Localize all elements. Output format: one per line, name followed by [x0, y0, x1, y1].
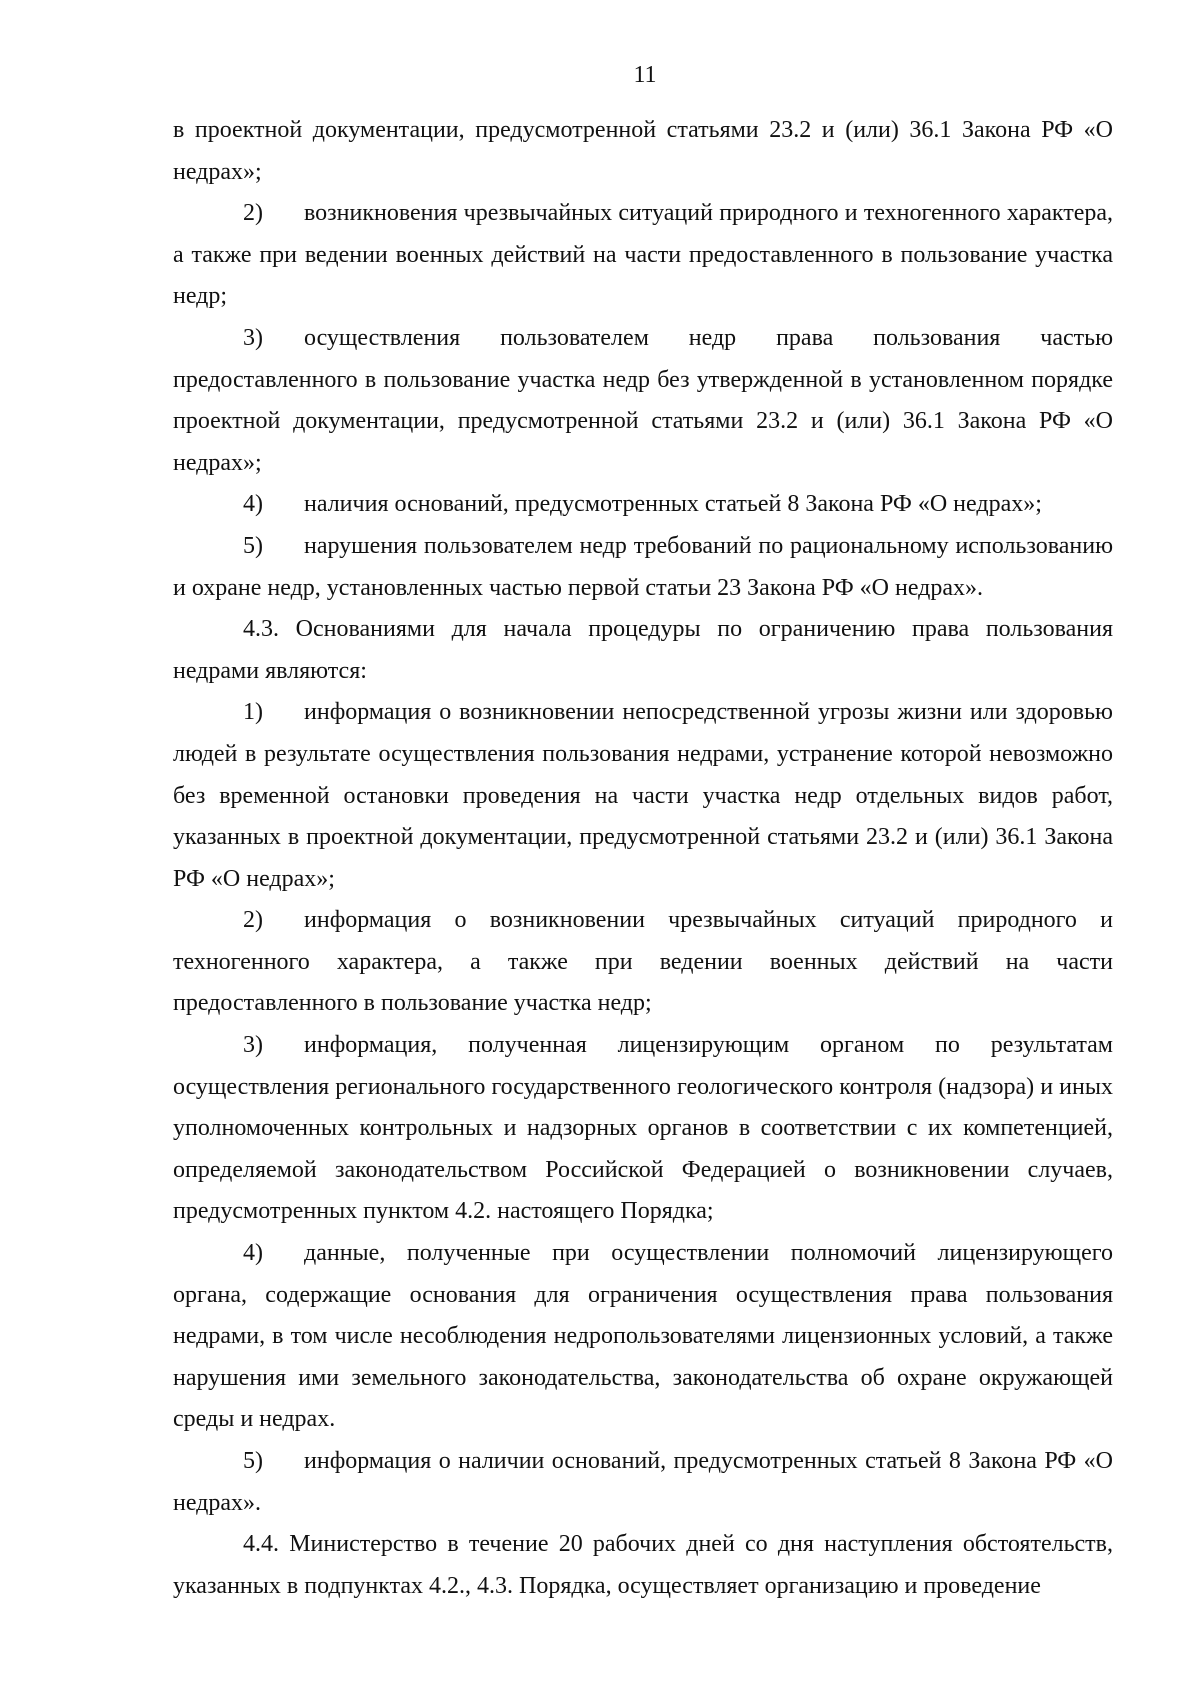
- page-number: 11: [633, 62, 657, 88]
- list-item-number: 3): [243, 1032, 263, 1059]
- paragraph-9: [173, 1025, 1113, 1233]
- document-body: [173, 110, 1113, 1607]
- list-item-number: 5): [243, 532, 263, 559]
- paragraph-text: нарушения пользователем недр требований по рациональному использованию и охране недр, установленных частью первой статьи 23 Закона РФ «О недрах».: [173, 532, 1113, 601]
- paragraph-text: информация о наличии оснований, предусмотренных статьей 8 Закона РФ «О недрах».: [173, 1448, 1113, 1516]
- list-item-number: 5): [243, 1448, 263, 1474]
- paragraph-5: [173, 526, 1113, 609]
- list-item-number: 2): [243, 200, 263, 227]
- paragraph-text: возникновения чрезвычайных ситуаций природного и техногенного характера, а также при ведении военных действий на части предоставленного в пользование участка недр;: [173, 200, 1113, 310]
- paragraph-text: информация о возникновении непосредственной угрозы жизни или здоровью людей в результате осуществления пользования недрами, устранение которой невозможно без временной остановки проведения на части участка недр отдельных видов работ, указанных в проектной документации, предусмотренной статьями 23.2 и (или) 36.1 Закона РФ «О недрах»;: [173, 699, 1113, 892]
- paragraph-10: [173, 1233, 1113, 1441]
- list-item-number: 4): [243, 1240, 263, 1267]
- list-item-number: 1): [243, 699, 263, 726]
- paragraph-1: [173, 110, 1113, 193]
- paragraph-2: [173, 193, 1113, 318]
- paragraph-text: информация, полученная лицензирующим органом по результатам осуществления регионального государственного геологического контроля (надзора) и иных уполномоченных контрольных и надзорных органов в соответствии с их компетенцией, определяемой законодательством Российской Федерацией о возникновении случаев, предусмотренных пунктом 4.2. настоящего Порядка;: [173, 1032, 1113, 1225]
- paragraph-text: данные, полученные при осуществлении полномочий лицензирующего органа, содержащие основания для ограничения осуществления права пользования недрами, в том числе несоблюдения недропользователями лицензионных условий, а также нарушения ими земельного законодательства, законодательства об охране окружающей среды и недрах.: [173, 1240, 1113, 1433]
- paragraph-text: 4.4. Министерство в течение 20 рабочих дней со дня наступления обстоятельств, указанных в подпунктах 4.2., 4.3. Порядка, осуществляет организацию и проведение: [173, 1531, 1113, 1599]
- list-item-number: 2): [243, 907, 263, 934]
- paragraph-text: 4.3. Основаниями для начала процедуры по ограничению права пользования недрами являются:: [173, 616, 1113, 684]
- list-item-number: 3): [243, 324, 263, 351]
- paragraph-4: [173, 484, 1113, 526]
- paragraph-11: [173, 1441, 1113, 1524]
- paragraph-7: [173, 692, 1113, 900]
- paragraph-8: [173, 900, 1113, 1025]
- list-item-number: 4): [243, 491, 263, 518]
- paragraph-3: [173, 318, 1113, 484]
- paragraph-text: в проектной документации, предусмотренной статьями 23.2 и (или) 36.1 Закона РФ «О недрах»;: [173, 117, 1113, 185]
- paragraph-6: [173, 609, 1113, 692]
- paragraph-12: [173, 1524, 1113, 1607]
- paragraph-text: осуществления пользователем недр права пользования частью предоставленного в пользование участка недр без утвержденной в установленном порядке проектной документации, предусмотренной статьями 23.2 и (или) 36.1 Закона РФ «О недрах»;: [173, 324, 1113, 476]
- paragraph-text: информация о возникновении чрезвычайных ситуаций природного и техногенного характера, а также при ведении военных действий на части предоставленного в пользование участка недр;: [173, 907, 1113, 1017]
- paragraph-text: наличия оснований, предусмотренных статьей 8 Закона РФ «О недрах»;: [304, 491, 1042, 518]
